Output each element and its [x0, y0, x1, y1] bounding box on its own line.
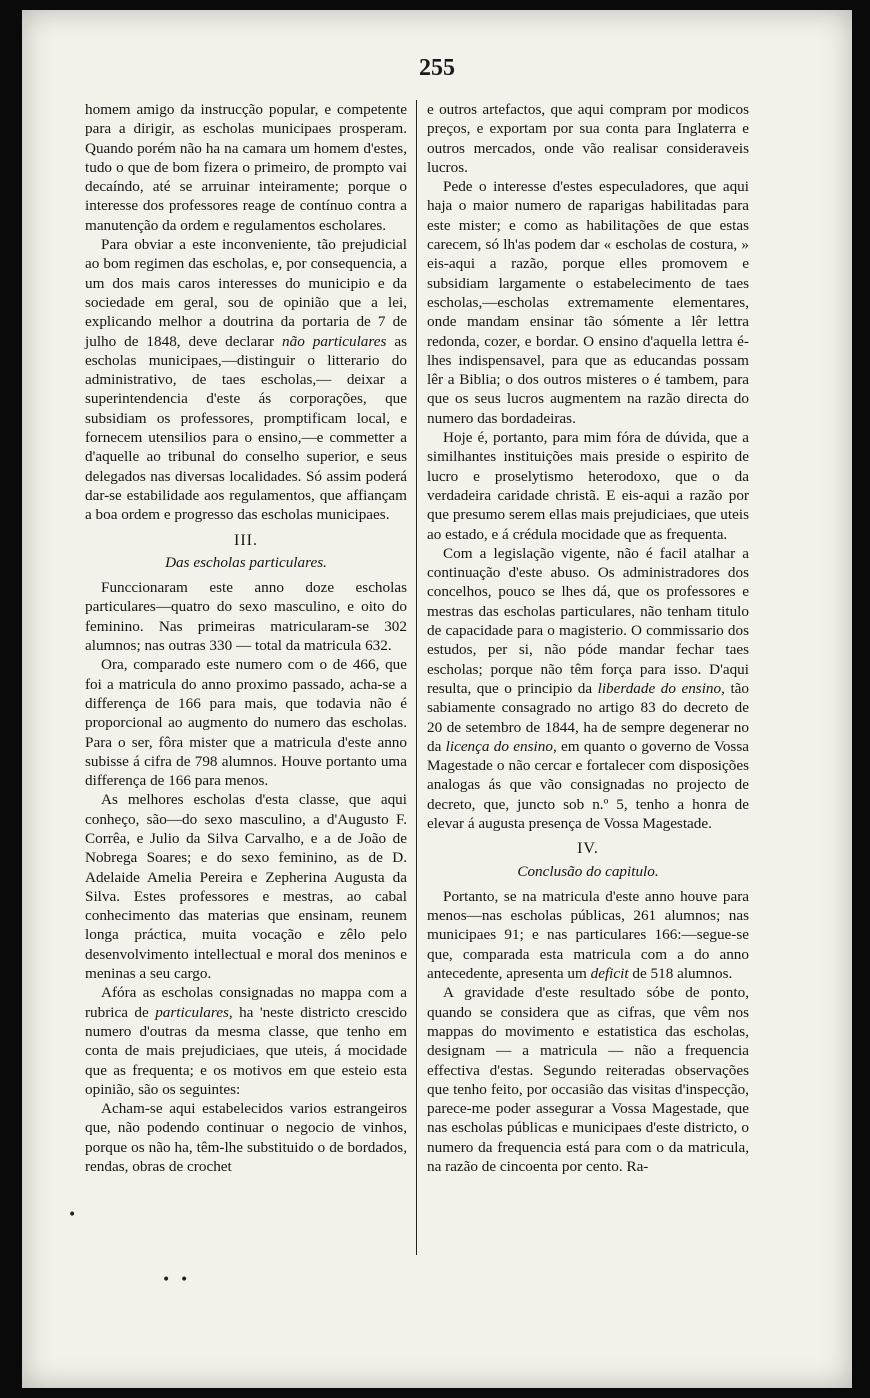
right-paragraph-4-text-b: , tão sabiamente consagrado no artigo 83 do decreto de 20 de setembro de 1844, ha de sempre degenerar no da [427, 679, 749, 755]
right-paragraph-5-text-a: Portanto, se na matricula d'este anno houve para menos—nas escholas públicas, 261 alumnos; nas municipaes 91; e nas particulares 166:—segue-se que, comparada esta matricula com a do anno antecedente, apresenta um [427, 887, 749, 983]
left-paragraph-7: Acham-se aqui estabelecidos varios estrangeiros que, não podendo continuar o negocio de vinhos, porque os não ha, têm-lhe substituido o de bordados, rendas, obras de crochet [85, 1100, 407, 1176]
margin-dot-icon: • [180, 1272, 189, 1288]
left-paragraph-6-text-b: , ha 'neste districto crescido numero d'outras da mesma classe, que tenho em conta de mais prejudiciaes, que uteis, á mocidade que as frequenta; e os motivos em que esteio esta opinião, são os seguintes: [85, 1003, 407, 1098]
document-page [22, 10, 852, 1388]
section-3-number: III. [234, 531, 258, 549]
right-paragraph-4-emphasis-2: licença do ensino [445, 737, 553, 755]
right-paragraph-6: A gravidade d'este resultado sóbe de ponto, quando se considera que as cifras, que vêm nos mappas do movimento e estatistica das escholas, designam — a matricula — não a frequencia effectiva d'estas. Segundo reiteradas observações que tenho feito, por occasião das visitas d'inspecção, parece-me poder assegurar a Vossa Magestade, que nas escholas públicas e municipaes d'este districto, o numero da frequencia está para com o da matricula, na razão de cincoenta por cento. Ra- [427, 984, 749, 1176]
margin-dot-icon: • [68, 1207, 77, 1223]
left-paragraph-2-text-b: as escholas municipaes,—distinguir o litterario do administrativo, de taes escholas,— deixar a superintendencia d'este ás corporações, que subsidiam os professores, promptificam local, e fornecem utensilios para o ensino,—e commetter a d'aquelle ao tribunal do conselho superior, e seus delegados nas diversas localidades. Só assim poderá dar-se estabilidade aos regulamentos, que affiançam a boa ordem e progresso das escholas municipaes. [85, 332, 407, 524]
section-3-title: Das escholas particulares. [165, 553, 327, 571]
section-4-number: IV. [577, 840, 599, 858]
left-paragraph-2-emphasis: não particulares [282, 332, 387, 350]
section-4-title: Conclusão do capitulo. [517, 862, 659, 880]
right-paragraph-4 [427, 544, 749, 833]
right-paragraph-5-text-b: de 518 alumnos. [628, 965, 733, 983]
right-paragraph-3: Hoje é, portanto, para mim fóra de dúvida, que a similhantes instituições mais preside o espirito de lucro e proselytismo heterodoxo, que o da verdadeira caridade christã. E eis-aqui a razão por que presumo serem ellas mais prejudiciaes, que uteis ao estado, e á crédula mocidade que as frequenta. [427, 429, 749, 543]
right-paragraph-4-text-a: Com a legislação vigente, não é facil atalhar a continuação d'este abuso. Os administradores dos concelhos, pouco se lhes dá, que os professores e mestras das escholas particulares, não tenham titulo de capacidade para o magisterio. O commissario dos estudos, per si, não póde mandar fechar taes escholas; porque não têm força para isso. D'aqui resulta, que o principio da [427, 544, 749, 697]
right-column [427, 100, 749, 1176]
left-paragraph-6-text-a: Afóra as escholas consignadas no mappa com a rubrica de [85, 984, 407, 1021]
left-paragraph-3: Funccionaram este anno doze escholas particulares—quatro do sexo masculino, e oito do feminino. Nas primeiras matricularam-se 302 alumnos; nas outras 330 — total da matricula 632. [85, 579, 407, 655]
right-paragraph-1: e outros artefactos, que aqui compram por modicos preços, e exportam por sua conta para Inglaterra e outros mercados, onde vão realisar consideraveis lucros. [427, 101, 749, 176]
margin-dot-icon: • [162, 1272, 171, 1288]
right-paragraph-4-text-c: , em quanto o governo de Vossa Magestade o não cercar e fortalecer com disposições analogas ás que vão consignadas no projecto de decreto, que, juncto sob n.º 5, tenho a honra de elevar á augusta presença de Vossa Magestade. [427, 737, 749, 832]
left-paragraph-2 [85, 235, 407, 524]
left-paragraph-2-text-a: Para obviar a este inconveniente, tão prejudicial ao bom regimen das escholas, e, por consequencia, a um dos mais caros interesses do municipio e da sociedade em geral, sou de opinião que a lei, explicando melhor a doutrina da portaria de 7 de julho de 1848, deve declarar [85, 236, 407, 350]
left-paragraph-6-emphasis: particulares [155, 1003, 229, 1021]
right-paragraph-4-emphasis-1: liberdade do ensino [597, 679, 722, 697]
right-paragraph-5-emphasis: deficit [590, 965, 629, 983]
left-paragraph-5: As melhores escholas d'esta classe, que aqui conheço, são—do sexo masculino, a d'Augusto F. Corrêa, e Julio da Silva Carvalho, e a de João de Nobrega Soares; e do sexo feminino, as de D. Adelaide Amelia Pereira e Zepherina Augusta da Silva. Estes professores e mestras, ao cabal conhecimento das materias que ensinam, reunem longa práctica, muita vocação e zêlo pelo desenvolvimento intellectual e moral dos meninos e meninas a seu cargo. [85, 791, 407, 983]
left-paragraph-4: Ora, comparado este numero com o de 466, que foi a matricula do anno proximo passado, acha-se a differença de 166 para mais, que todavia não é proporcional ao augmento do numero das escholas. Para o ser, fôra mister que a matricula d'este anno subisse á cifra de 798 alumnos. Houve portanto uma differença de 166 para menos. [85, 656, 407, 790]
column-divider [416, 100, 417, 1255]
right-paragraph-5 [427, 887, 749, 983]
left-column [85, 100, 407, 1176]
page-number: 255 [419, 55, 455, 81]
right-paragraph-2: Pede o interesse d'estes especuladores, que aqui haja o maior numero de raparigas habilitadas para este mister; e como as habilitações de que estas carecem, só lh'as podem dar « escholas de costura, » eis-aqui a razão, porque elles promovem e subsidiam largamente o estabelecimento de taes escholas,—escholas extremamente elementares, onde mandam ensinar tão sómente a lêr lettra redonda, cozer, e bordar. O ensino d'aquella lettra é-lhes indispensavel, para que as educandas possam lêr a Biblia; o dos outros misteres o é tambem, para que os seus lucros augmentem na razão directa do numero das bordadeiras. [427, 178, 749, 427]
left-paragraph-6 [85, 983, 407, 1099]
left-paragraph-1: homem amigo da instrucção popular, e competente para a dirigir, as escholas municipaes prosperam. Quando porém não ha na camara um homem d'estes, tudo o que de bom fizera o primeiro, de prompto vai decaíndo, até se arruinar inteiramente; porque o interesse dos professores reage de contínuo contra a manutenção da ordem e regulamentos escholares. [85, 101, 407, 234]
